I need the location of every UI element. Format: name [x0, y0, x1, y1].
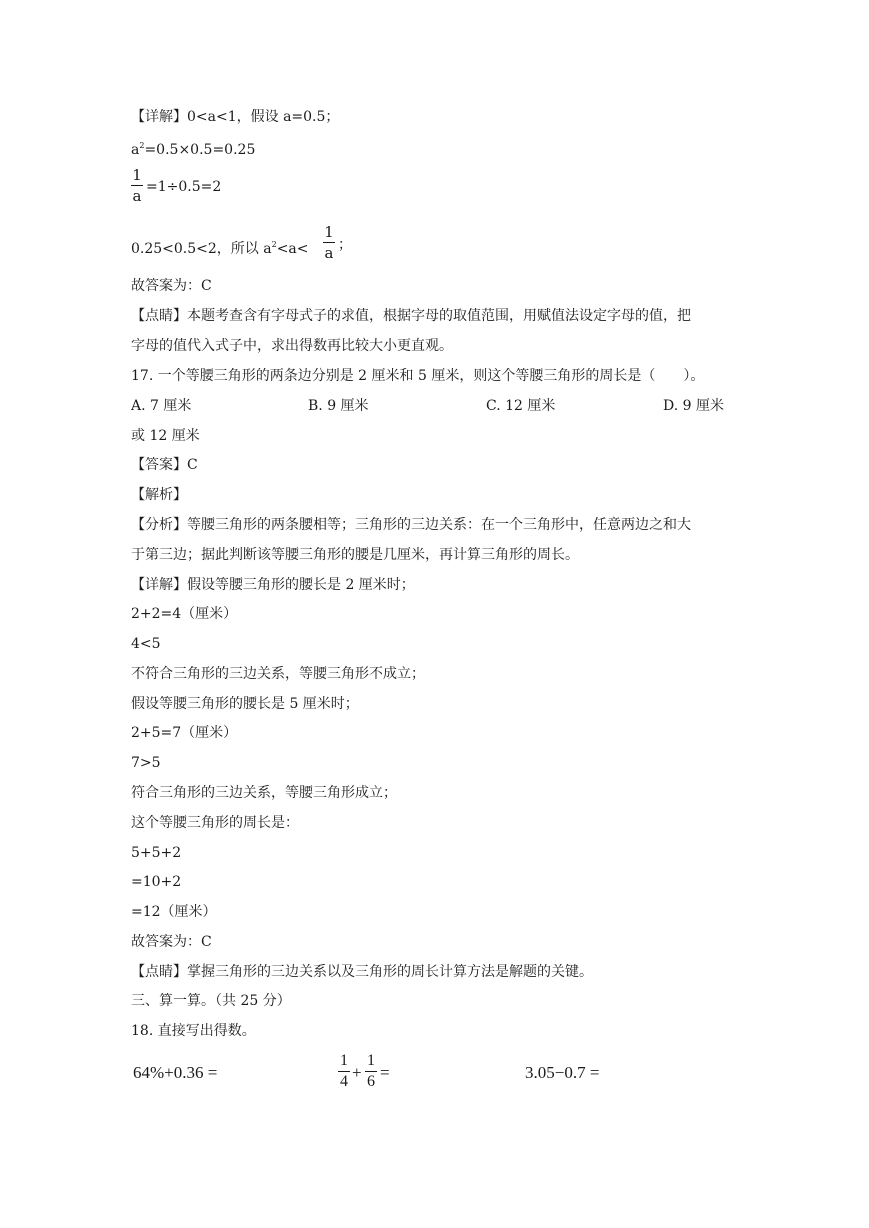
fraction-1-over-a	[131, 166, 143, 205]
comment-line: 【点睛】掌握三角形的三边关系以及三角形的周长计算方法是解题的关键。	[131, 964, 593, 980]
fraction-bar	[338, 1071, 350, 1072]
analysis-label: 【解析】	[131, 487, 187, 503]
section-heading: 三、算一算。（共 25 分）	[131, 993, 291, 1009]
equation-line: =1÷0.5=2	[146, 179, 222, 195]
comment-line: 字母的值代入式子中，求出得数再比较大小更直观。	[131, 338, 453, 354]
detail-line: =12（厘米）	[131, 904, 217, 920]
option-c: C. 12 厘米	[486, 398, 556, 414]
fraction-1-over-a	[323, 223, 335, 262]
option-a: A. 7 厘米	[131, 398, 192, 414]
option-d-continued: 或 12 厘米	[131, 428, 200, 444]
answer-line: 故答案为：C	[131, 934, 212, 950]
fraction-numerator: 1	[367, 1052, 375, 1069]
calc-problem-1: 64%+0.36 =	[133, 1063, 218, 1082]
comment-line: 【点睛】本题考查含有字母式子的求值，根据字母的取值范围，用赋值法设定字母的值，把	[131, 308, 691, 324]
equals-sign: =	[380, 1063, 390, 1082]
fraction-numerator: 1	[340, 1052, 348, 1069]
fraction-bar	[323, 242, 335, 243]
analysis-line: 于第三边；据此判断该等腰三角形的腰是几厘米，再计算三角形的周长。	[131, 547, 579, 563]
detail-line: 5+5+2	[131, 845, 182, 861]
fraction-denominator: a	[132, 187, 142, 205]
detail-line: 2+5=7（厘米）	[131, 725, 238, 741]
exponent: 2	[139, 141, 145, 150]
option-d: D. 9 厘米	[663, 398, 724, 414]
semicolon: ；	[338, 237, 352, 253]
detail-line: =10+2	[131, 874, 182, 890]
detail-line: 2+2=4（厘米）	[131, 606, 238, 622]
detail-line: 【详解】0<a<1，假设 a=0.5；	[131, 109, 340, 125]
equation-line	[131, 137, 255, 159]
detail-line: 4<5	[131, 636, 161, 652]
exponent: 2	[271, 240, 277, 249]
fraction-quarter	[338, 1052, 350, 1091]
detail-line: 符合三角形的三边关系，等腰三角形成立；	[131, 785, 397, 801]
fraction-bar	[131, 185, 143, 186]
option-b: B. 9 厘米	[308, 398, 369, 414]
analysis-line: 【分析】等腰三角形的两条腰相等；三角形的三边关系：在一个三角形中，任意两边之和大	[131, 517, 691, 533]
answer-line: 故答案为：C	[131, 278, 212, 294]
question-18: 18. 直接写出得数。	[131, 1023, 256, 1039]
fraction-bar	[365, 1071, 377, 1072]
fraction-numerator: 1	[132, 166, 142, 184]
fraction-numerator: 1	[324, 223, 334, 241]
var-a: a	[131, 142, 140, 158]
detail-line: 【详解】假设等腰三角形的腰长是 2 厘米时；	[131, 577, 415, 593]
question-17: 17. 一个等腰三角形的两条边分别是 2 厘米和 5 厘米，则这个等腰三角形的周长是（ ）。	[131, 368, 705, 384]
fraction-sixth	[365, 1052, 377, 1091]
calc-problem-3: 3.05−0.7 =	[525, 1063, 600, 1082]
detail-line: 假设等腰三角形的腰长是 5 厘米时；	[131, 696, 359, 712]
fraction-denominator: a	[324, 244, 334, 262]
plus-sign: +	[352, 1063, 362, 1082]
detail-line: 这个等腰三角形的周长是：	[131, 815, 299, 831]
fraction-denominator: 4	[340, 1073, 348, 1090]
equation-rest: =0.5×0.5=0.25	[144, 142, 256, 158]
detail-line: 7>5	[131, 755, 161, 771]
comparison-line	[131, 236, 309, 258]
comparison-text-2: <a<	[276, 241, 309, 257]
comparison-text: 0.25<0.5<2，所以 a	[131, 241, 272, 257]
detail-line: 不符合三角形的三边关系，等腰三角形不成立；	[131, 666, 425, 682]
answer-label: 【答案】C	[131, 457, 198, 473]
fraction-denominator: 6	[367, 1073, 375, 1090]
